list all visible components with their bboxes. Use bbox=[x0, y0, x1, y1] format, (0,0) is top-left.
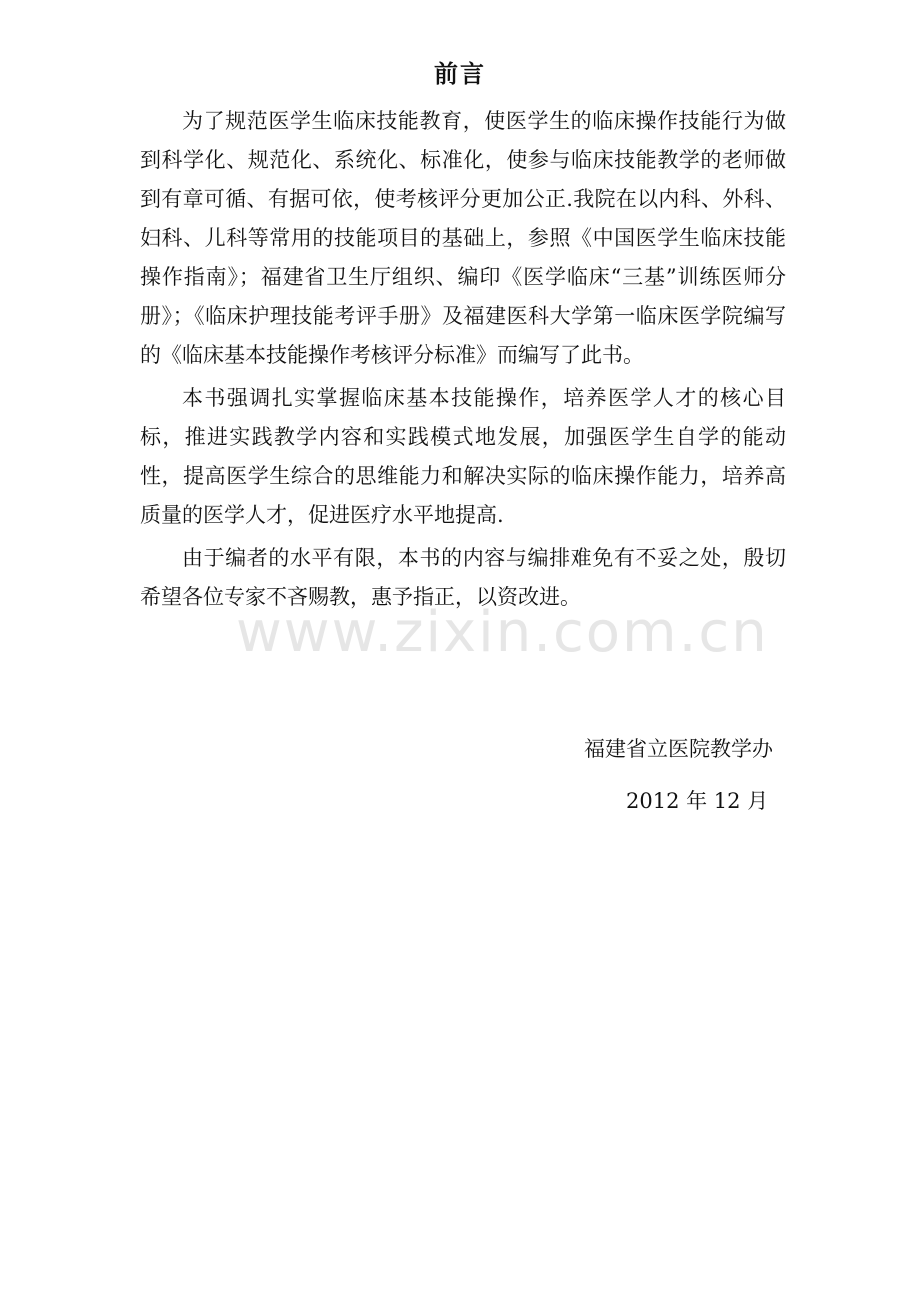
paragraph-3: 由于编者的水平有限，本书的内容与编排难免有不妥之处，殷切希望各位专家不吝赐教，惠予指正，以资改进。 bbox=[140, 546, 786, 609]
signature-org: 福建省立医院教学办 bbox=[584, 737, 773, 761]
paragraph-2: 本书强调扎实掌握临床基本技能操作，培养医学人才的核心目标，推进实践教学内容和实践模式地发展，加强医学生自学的能动性，提高医学生综合的思维能力和解决实际的临床操作能力，培养高质量的医学人才，促进医疗水平地提高. bbox=[140, 386, 786, 527]
signature-date: 2012 年 12 月 bbox=[626, 789, 769, 813]
page-title: 前言 bbox=[434, 60, 486, 88]
watermark: www.zixin.com.cn bbox=[236, 600, 769, 665]
preface-body bbox=[140, 102, 786, 617]
paragraph-1: 为了规范医学生临床技能教育，使医学生的临床操作技能行为做到科学化、规范化、系统化、标准化，使参与临床技能教学的老师做到有章可循、有据可依，使考核评分更加公正.我院在以内科、外科、妇科、儿科等常用的技能项目的基础上，参照《中国医学生临床技能操作指南》；福建省卫生厅组织、编印《医学临床“三基”训练医师分册》；《临床护理技能考评手册》及福建医科大学第一临床医学院编写的《临床基本技能操作考核评分标准》而编写了此书。 bbox=[140, 109, 786, 367]
